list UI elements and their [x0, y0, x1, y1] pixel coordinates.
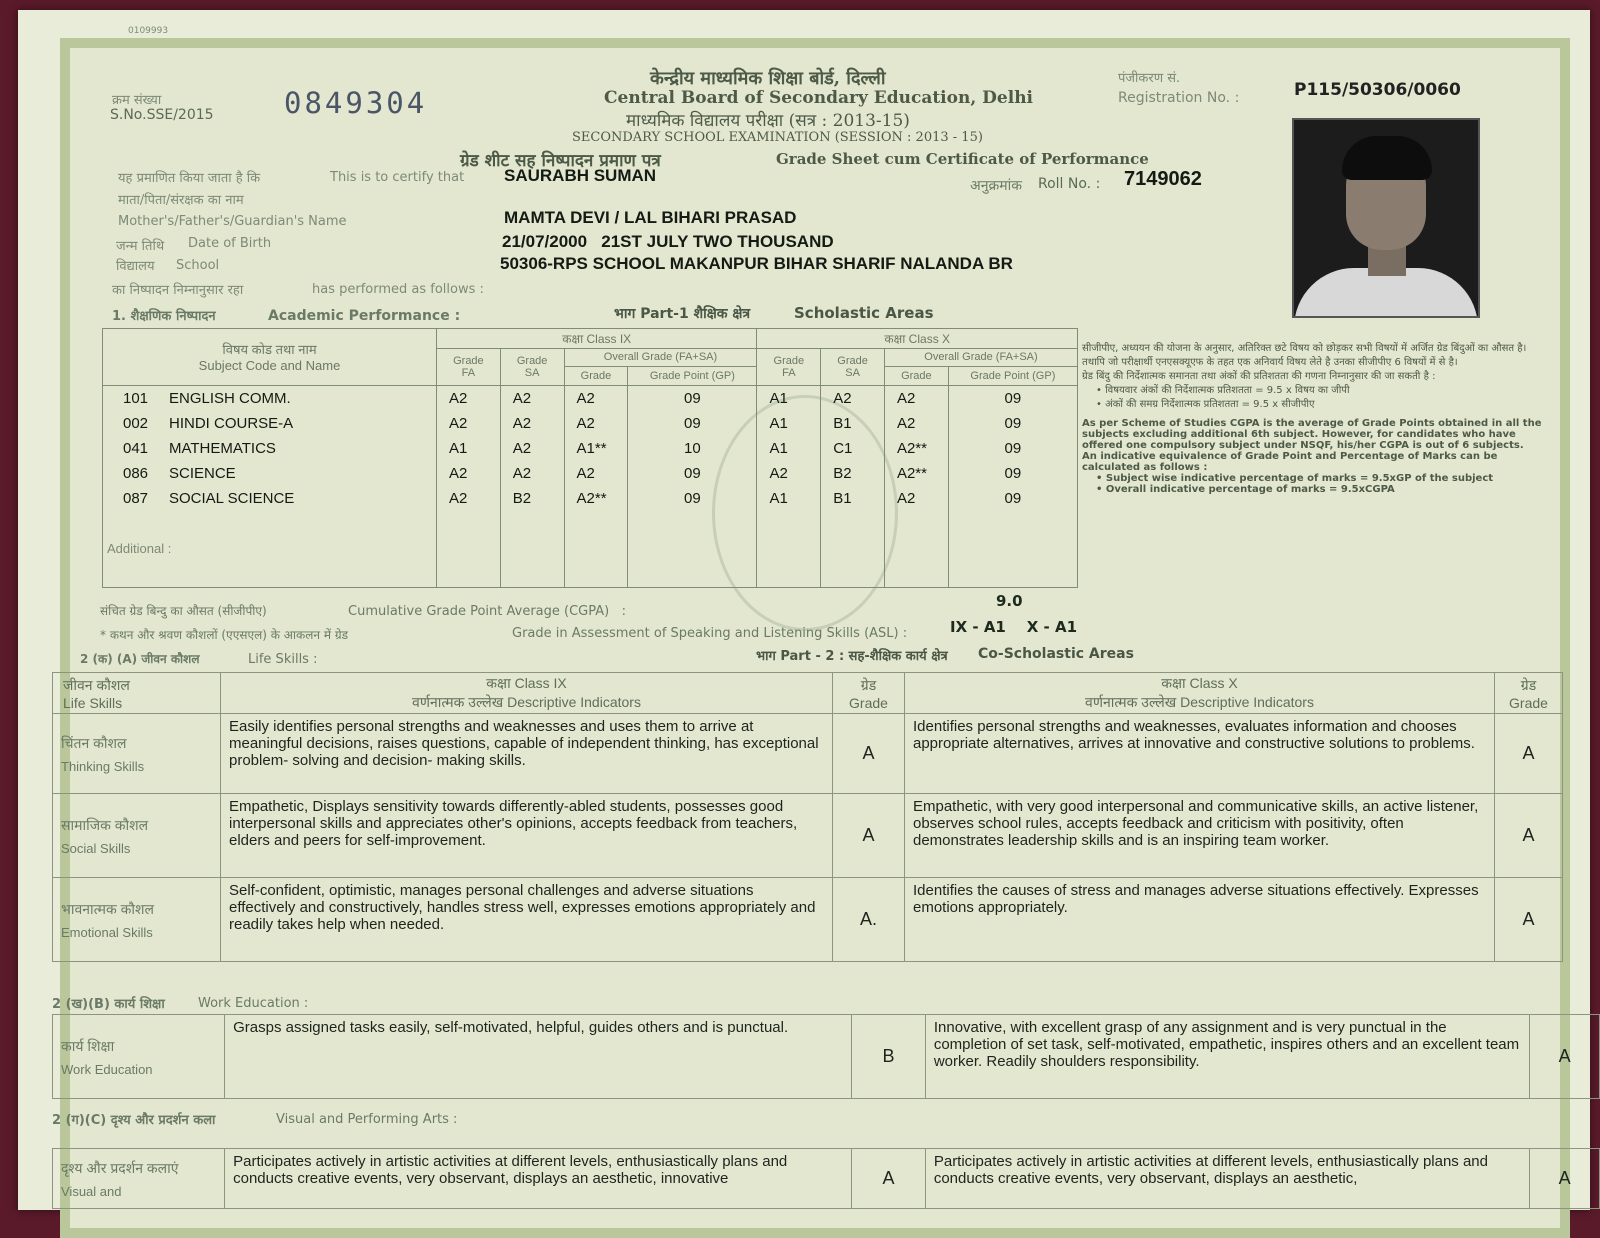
x-fa-cell: A1 [757, 385, 821, 411]
x-gp-cell: 09 [948, 486, 1077, 511]
school-label-hi: विद्यालय [116, 259, 155, 274]
life-skills-table [52, 672, 1600, 962]
registration-number: P115/50306/0060 [1294, 80, 1461, 100]
ix-grade-cell: A2** [564, 486, 628, 511]
note-hi-b1-text: विषयवार अंकों की निर्देशात्मक प्रतिशतता = 9.5 x विषय का जीपी [1105, 385, 1350, 396]
life-section-en: Life Skills : [248, 652, 318, 667]
skill-name-hi: सामाजिक कौशल [61, 816, 149, 833]
skill-name-cell [53, 714, 221, 794]
serial-label-hi: क्रम संख्या [112, 93, 162, 108]
performed-label-hi: का निष्पादन निम्नानुसार रहा [112, 283, 244, 298]
overall-label: Overall Grade (FA+SA) [564, 348, 757, 366]
ix-grade-cell: A1** [564, 436, 628, 461]
academic-section-hi: 1. शैक्षणिक निष्पादन [112, 309, 216, 324]
certify-label-hi: यह प्रमाणित किया जाता है कि [118, 171, 261, 186]
skill-name-cell [53, 878, 221, 962]
ix-sa-cell: A2 [500, 411, 564, 436]
x-sa-cell: A2 [821, 385, 885, 411]
doc-title-hi: ग्रेड शीट सह निष्पादन प्रमाण पत्र [460, 151, 661, 171]
roll-label-hi: अनुक्रमांक [970, 178, 1022, 194]
x-grade: A [1495, 794, 1563, 878]
x-descriptor: Empathetic, with very good interpersonal and communicative skills, an active listener, observes school rules, accepts feedback and criticism with positivity, often demonstrates leadership skills and is an inspiring team worker. [905, 794, 1495, 878]
school-name: 50306-RPS SCHOOL MAKANPUR BIHAR SHARIF NALANDA BR [500, 254, 1013, 273]
x-fa-cell: A1 [757, 436, 821, 461]
x-gp-cell: 09 [948, 461, 1077, 486]
part1-label-en: Scholastic Areas [794, 304, 934, 322]
x-gp-cell: 09 [948, 411, 1077, 436]
x-grade-cell: A2 [884, 385, 948, 411]
subject-cell [103, 385, 437, 411]
skill-name-en: Visual and [61, 1183, 122, 1199]
note-hi-1: सीजीपीए, अध्ययन की योजना के अनुसार, अतिरिक्त छटे विषय को छोड़कर सभी विषयों में अर्जित ग्रेड बिंदुओं का औसत है। तथापि जो परीक्षार्थी एनएसक्यूएफ के तहत एक अनिवार्य विषय लेते है उनका सीजीपीए 6 विषयों में से है। [1082, 343, 1527, 368]
skill-name-hi: चिंतन कौशल [61, 734, 127, 751]
subject-cell [103, 461, 437, 486]
ix-descriptor: Self-confident, optimistic, manages personal challenges and adverse situations effectively and constructively, handles stress well, expresses emotions appropriately and readily takes help when needed. [221, 878, 833, 962]
academic-table [102, 328, 1078, 588]
skill-row [53, 794, 1600, 878]
x-descriptor: Identifies the causes of stress and manages adverse situations effectively. Expresses emotions appropriately. [905, 878, 1495, 962]
x-grade: A [1495, 714, 1563, 794]
performed-label-en: has performed as follows : [312, 282, 484, 297]
subject-row [103, 411, 1078, 436]
ix-sa-cell: A2 [500, 436, 564, 461]
asl-label-hi: * कथन और श्रवण कौशलों (एएसएल) के आकलन में ग्रेड [100, 628, 349, 642]
roll-number: 7149062 [1124, 168, 1202, 190]
x-descriptor: Innovative, with excellent grasp of any assignment and is very punctual in the completion of set task, self-motivated, empathetic, inspires others and an excellent team worker. Readily shoulders responsibility. [925, 1015, 1529, 1099]
serial-number: 0849304 [284, 86, 428, 120]
x-fa-cell: A1 [757, 486, 821, 511]
ix-descriptor: Participates actively in artistic activities at different levels, enthusiastically plans and conducts creative events, very observant, displays an aesthetic, innovative [225, 1149, 852, 1209]
skill-name-cell [53, 794, 221, 878]
x-grade: A [1530, 1015, 1600, 1099]
side-notes [1082, 340, 1542, 495]
ix-sa-cell: A2 [500, 461, 564, 486]
note-en-1: As per Scheme of Studies CGPA is the average of Grade Points obtained in all the subjects excluding additional 6th subject. However, for candidates who have offered one compulsory subject under NSQF, his/her CGPA is out of 6 subjects. [1082, 418, 1542, 451]
part2-label-en: Co-Scholastic Areas [978, 646, 1134, 662]
school-label-en: School [176, 258, 220, 273]
x-fa-cell: A2 [757, 461, 821, 486]
x-grade-cell: A2** [884, 436, 948, 461]
subject-code: 041 [123, 439, 149, 457]
student-photo [1292, 118, 1480, 318]
grade-sa-label: Grade [837, 354, 868, 367]
board-title-en: Central Board of Secondary Education, Delhi [604, 88, 1034, 108]
grade-header-hi: ग्रेड [1520, 676, 1537, 693]
certify-label-en: This is to certify that [330, 170, 465, 185]
class10-header: कक्षा Class X [1161, 675, 1238, 691]
grade-header-en: Grade [1509, 694, 1548, 711]
ix-descriptor: Grasps assigned tasks easily, self-motivated, helpful, guides others and is punctual. [225, 1015, 852, 1099]
sa-label: SA [845, 366, 860, 379]
skill-name-en: Work Education [61, 1061, 153, 1077]
skill-name-hi: भावनात्मक कौशल [61, 900, 154, 917]
ix-descriptor: Empathetic, Displays sensitivity towards differently-abled students, possesses good interpersonal skills and appreciates other's opinions, accepts feedback from teachers, elders and peers for self-improvement. [221, 794, 833, 878]
gp-label: Grade Point (GP) [948, 367, 1077, 386]
serial-label-en: S.No.SSE/2015 [110, 107, 214, 123]
ix-grade-cell: A2 [564, 461, 628, 486]
subject-code: 002 [123, 414, 149, 432]
ix-sa-cell: A2 [500, 385, 564, 411]
life-col-en: Life Skills [63, 694, 123, 711]
skill-name-en: Social Skills [61, 840, 131, 856]
ix-fa-cell: A1 [437, 436, 501, 461]
additional-label: Additional : [103, 511, 437, 587]
x-sa-cell: B2 [821, 461, 885, 486]
asl-value: IX - A1 X - A1 [950, 618, 1078, 636]
ix-grade: A [833, 714, 905, 794]
skill-name-cell [53, 1015, 225, 1099]
ix-sa-cell: B2 [500, 486, 564, 511]
subject-row [103, 436, 1078, 461]
ix-fa-cell: A2 [437, 385, 501, 411]
x-fa-cell: A1 [757, 411, 821, 436]
skill-name-en: Thinking Skills [61, 758, 145, 774]
fa-label: FA [461, 366, 476, 379]
ix-grade-cell: A2 [564, 411, 628, 436]
class10-header: कक्षा Class X [757, 329, 1078, 349]
skill-name-hi: दृश्य और प्रदर्शन कलाएं [61, 1159, 179, 1176]
asl-label-en: Grade in Assessment of Speaking and Listening Skills (ASL) : [512, 626, 908, 641]
ix-descriptor: Easily identifies personal strengths and weaknesses and uses them to arrive at meaningful decisions, raises questions, capable of independent thinking, has exceptional problem- solving and decision- making skills. [221, 714, 833, 794]
subject-name: SCIENCE [169, 464, 236, 482]
subject-code: 101 [123, 389, 149, 407]
skill-row [53, 714, 1600, 794]
fa-label: FA [782, 366, 796, 379]
note-en-b2: • Overall indicative percentage of marks = 9.5xCGPA [1096, 484, 1395, 495]
x-grade-cell: A2 [884, 411, 948, 436]
desc-header: वर्णनात्मक उल्लेख Descriptive Indicators [412, 694, 641, 710]
doc-title-en: Grade Sheet cum Certificate of Performance [776, 150, 1149, 168]
subject-row [103, 461, 1078, 486]
subject-col-en: Subject Code and Name [198, 358, 341, 374]
roll-label-en: Roll No. : [1038, 176, 1101, 192]
note-en-b1: • Subject wise indicative percentage of marks = 9.5xGP of the subject [1096, 473, 1494, 484]
ix-grade-cell: A2 [564, 385, 628, 411]
parent-label-hi: माता/पिता/संरक्षक का नाम [118, 193, 244, 208]
part1-label-hi: भाग Part-1 शैक्षिक क्षेत्र [614, 306, 751, 322]
date-of-birth: 21/07/2000 21ST JULY TWO THOUSAND [502, 232, 834, 251]
sa-label: SA [524, 366, 540, 379]
grade-sa-label: Grade [516, 354, 548, 367]
ix-fa-cell: A2 [437, 411, 501, 436]
x-sa-cell: B1 [821, 411, 885, 436]
ix-fa-cell: A2 [437, 486, 501, 511]
grade-label: Grade [884, 367, 948, 386]
grade-fa-label: Grade [773, 354, 805, 367]
ix-grade: A. [833, 878, 905, 962]
registration-label-hi: पंजीकरण सं. [1118, 71, 1181, 86]
subject-row [103, 486, 1078, 511]
skill-name-hi: कार्य शिक्षा [61, 1037, 115, 1054]
exam-title-en: SECONDARY SCHOOL EXAMINATION (SESSION : 2013 - 15) [572, 130, 983, 145]
class9-header: कक्षा Class IX [437, 329, 757, 349]
x-grade-cell: A2 [884, 486, 948, 511]
arts-section-hi: 2 (ग)(C) दृश्य और प्रदर्शन कला [52, 1113, 216, 1128]
ix-gp-cell: 09 [628, 486, 757, 511]
subject-row [103, 385, 1078, 411]
subject-col-hi: विषय कोड तथा नाम [222, 342, 317, 358]
ix-gp-cell: 10 [628, 436, 757, 461]
cgpa-value: 9.0 [996, 592, 1023, 610]
subject-code: 087 [123, 489, 149, 507]
ix-fa-cell: A2 [437, 461, 501, 486]
life-section-hi: 2 (क) (A) जीवन कौशल [80, 652, 200, 666]
corner-code: 0109993 [128, 26, 169, 36]
note-en-b1-text: Subject wise indicative percentage of marks = 9.5xGP of the subject [1105, 473, 1494, 484]
subject-name: MATHEMATICS [169, 439, 276, 457]
skill-row [53, 1015, 1600, 1099]
grade-fa-label: Grade [453, 354, 484, 367]
life-col-hi: जीवन कौशल [63, 676, 130, 693]
academic-section-en: Academic Performance : [268, 308, 461, 324]
subject-code: 086 [123, 464, 149, 482]
work-section-en: Work Education : [198, 996, 309, 1011]
note-hi-2: ग्रेड बिंदु की निर्देशात्मक समानता तथा अंकों की प्रतिशतता की गणना निम्नानुसार की जा सकती है : [1082, 371, 1436, 382]
x-gp-cell: 09 [948, 436, 1077, 461]
subject-name: HINDI COURSE-A [169, 414, 294, 432]
grade-header-en: Grade [849, 694, 888, 711]
x-descriptor: Participates actively in artistic activities at different levels, enthusiastically plans and conducts creative events, very observant, displays an aesthetic, [925, 1149, 1529, 1209]
x-grade: A [1530, 1149, 1600, 1209]
dob-label-en: Date of Birth [188, 236, 272, 251]
x-gp-cell: 09 [948, 385, 1077, 411]
ix-grade: B [852, 1015, 926, 1099]
note-en-b2-text: Overall indicative percentage of marks = 9.5xCGPA [1105, 484, 1395, 495]
x-grade: A [1495, 878, 1563, 962]
subject-cell [103, 436, 437, 461]
ix-gp-cell: 09 [628, 385, 757, 411]
board-title-hi: केन्द्रीय माध्यमिक शिक्षा बोर्ड, दिल्ली [650, 68, 886, 89]
note-en-2: An indicative equivalence of Grade Point and Percentage of Marks can be calculated as follows : [1082, 451, 1498, 473]
x-grade-cell: A2** [884, 461, 948, 486]
parent-label-en: Mother's/Father's/Guardian's Name [118, 214, 347, 229]
part2-label-hi: भाग Part - 2 : सह-शैक्षिक कार्य क्षेत्र [756, 649, 948, 664]
arts-section-en: Visual and Performing Arts : [276, 1112, 458, 1127]
x-descriptor: Identifies personal strengths and weaknesses, evaluates information and chooses appropriate alternatives, arrives at innovative and constructive solutions to problems. [905, 714, 1495, 794]
ix-grade: A [833, 794, 905, 878]
gp-label: Grade Point (GP) [628, 367, 757, 386]
subject-cell [103, 411, 437, 436]
work-education-table [52, 1014, 1600, 1099]
x-sa-cell: B1 [821, 486, 885, 511]
ix-gp-cell: 09 [628, 411, 757, 436]
overall-label: Overall Grade (FA+SA) [884, 348, 1077, 366]
exam-title-hi: माध्यमिक विद्यालय परीक्षा (सत्र : 2013-15) [626, 111, 910, 131]
grade-header-hi: ग्रेड [860, 676, 877, 693]
note-hi-b2: • अंकों की समग्र निर्देशात्मक प्रतिशतता = 9.5 x सीजीपीए [1096, 399, 1315, 410]
cgpa-label-en: Cumulative Grade Point Average (CGPA) : [348, 604, 626, 619]
note-hi-b2-text: अंकों की समग्र निर्देशात्मक प्रतिशतता = 9.5 x सीजीपीए [1105, 399, 1315, 410]
desc-header: वर्णनात्मक उल्लेख Descriptive Indicators [1085, 694, 1314, 710]
grade-label: Grade [564, 367, 628, 386]
dob-label-hi: जन्म तिथि [116, 239, 165, 254]
class9-header: कक्षा Class IX [486, 675, 567, 691]
note-hi-b1: • विषयवार अंकों की निर्देशात्मक प्रतिशतता = 9.5 x विषय का जीपी [1096, 385, 1350, 396]
skill-row [53, 878, 1600, 962]
ix-grade: A [852, 1149, 926, 1209]
registration-label-en: Registration No. : [1118, 90, 1240, 106]
skill-name-en: Emotional Skills [61, 924, 153, 940]
subject-name: ENGLISH COMM. [169, 389, 291, 407]
parent-name: MAMTA DEVI / LAL BIHARI PRASAD [504, 208, 797, 227]
subject-name: SOCIAL SCIENCE [169, 489, 295, 507]
student-name: SAURABH SUMAN [504, 166, 657, 185]
work-section-hi: 2 (ख)(B) कार्य शिक्षा [52, 997, 165, 1012]
subject-cell [103, 486, 437, 511]
x-sa-cell: C1 [821, 436, 885, 461]
ix-gp-cell: 09 [628, 461, 757, 486]
cgpa-label-hi: संचित ग्रेड बिन्दु का औसत (सीजीपीए) [100, 604, 267, 618]
